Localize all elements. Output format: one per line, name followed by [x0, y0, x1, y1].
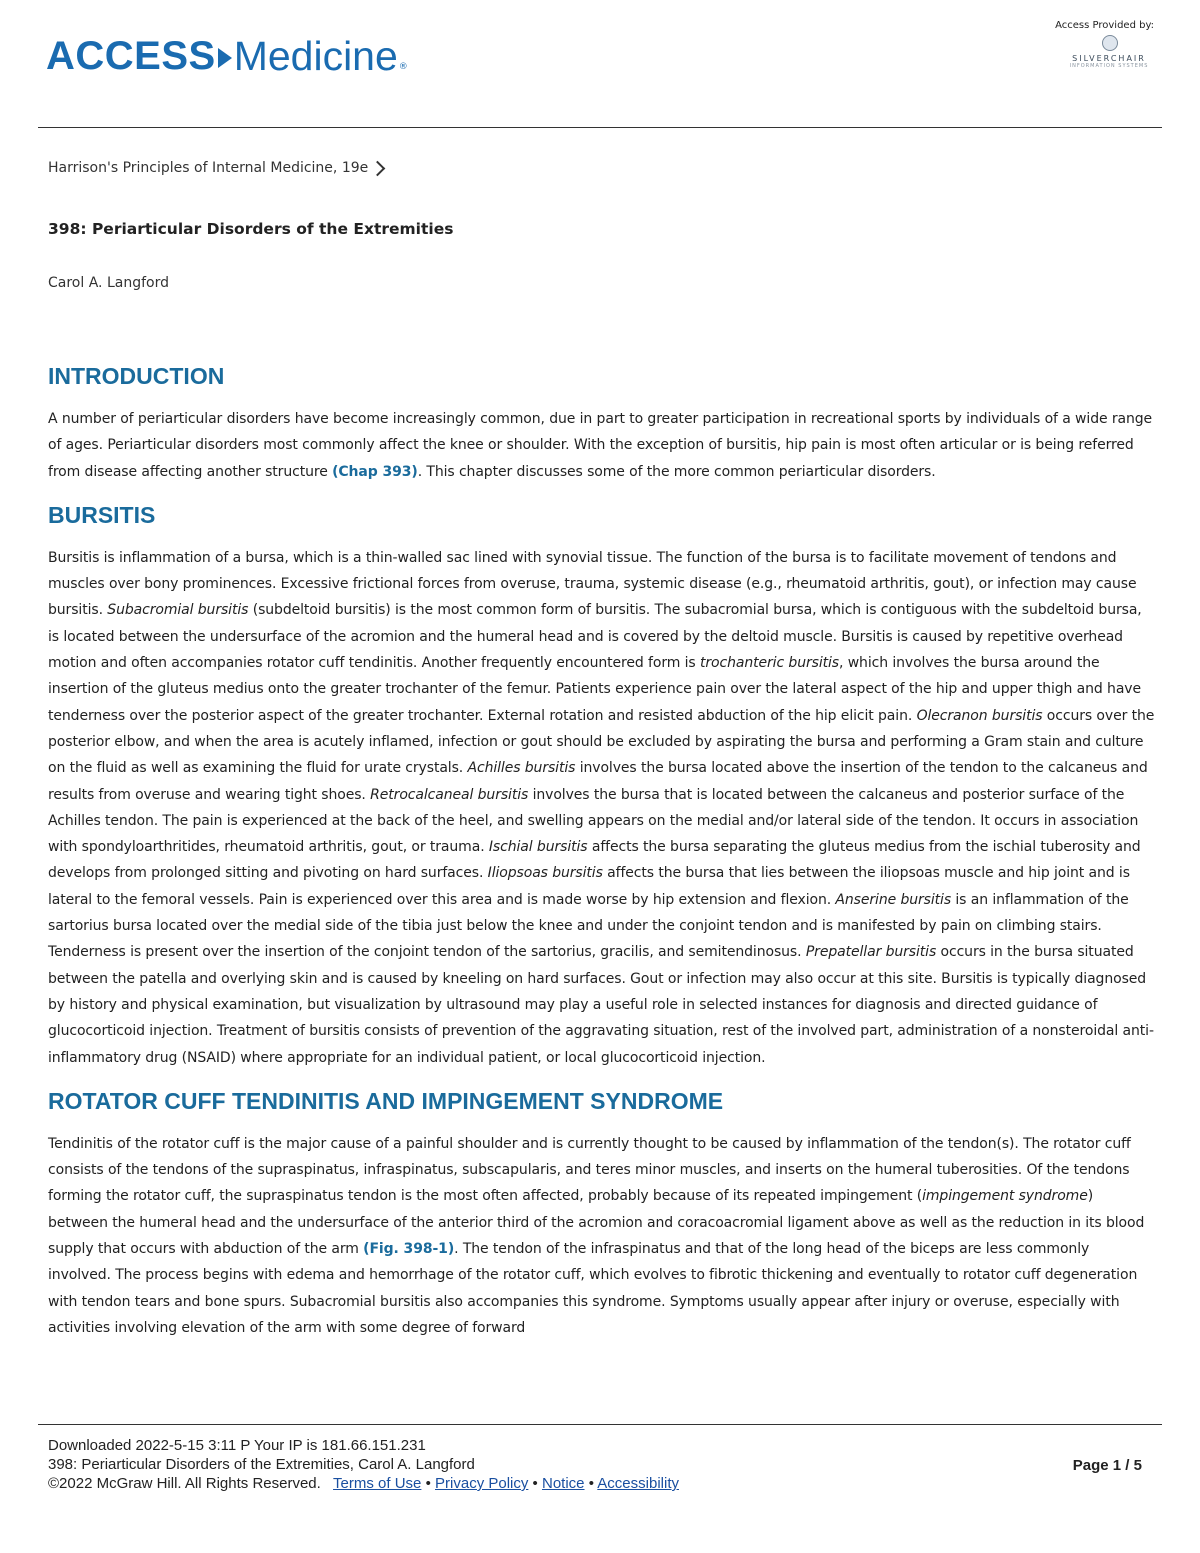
- rotator-text: ) between the humeral head and the undersurface of the anterior third of the acromion and coracoacromial ligament above as well as the reduction in its blood supply that occurs with abduction of the arm: [48, 1188, 1145, 1258]
- rotator-text: Tendinitis of the rotator cuff is the major cause of a painful shoulder and is currently thought to be caused by inflammation of the tendon(s). The rotator cuff consists of the tendons of the supraspinatus, infraspinatus, subscapularis, and teres minor muscles, and inserts on the humeral tuberosities. Of the tendons forming the rotator cuff, the supraspinatus tendon is the most often affected, probably because of its repeated impingement (: [48, 1135, 1131, 1205]
- bursitis-text: occurs over the posterior elbow, and when the area is acutely inflamed, infection or gout should be excluded by aspirating the bursa and performing a Gram stain and culture on the fluid as well as examining the fluid for urate crystals.: [48, 707, 1155, 777]
- bursitis-term: trochanteric bursitis: [699, 655, 839, 672]
- chapter-title: 398: Periarticular Disorders of the Extremities: [48, 220, 454, 238]
- download-info: Downloaded 2022-5-15 3:11 P Your IP is 181.66.151.231: [48, 1437, 426, 1454]
- section-heading-introduction: INTRODUCTION: [48, 363, 225, 389]
- page-number: Page 1 / 5: [1072, 1457, 1142, 1474]
- page-header: [0, 0, 1200, 128]
- provider-subtitle: INFORMATION SYSTEMS: [1069, 63, 1149, 69]
- bursitis-term: Iliopsoas bursitis: [487, 865, 603, 882]
- bursitis-paragraph: [48, 545, 1156, 1071]
- footer-separator: •: [588, 1475, 594, 1492]
- footer-legal: [48, 1474, 1152, 1493]
- footer-separator: •: [425, 1475, 431, 1492]
- provider-seal-icon: [1102, 35, 1118, 51]
- logo-trademark: ®: [398, 62, 408, 72]
- intro-text-1: A number of periarticular disorders have become increasingly common, due in part to greater participation in recreational sports by individuals of a wide range of ages. Periarticular disorders most commonly affect the knee or shoulder. With the exception of bursitis, hip pain is most often articular or is being referred from disease affecting another structure: [48, 411, 1153, 480]
- section-heading-bursitis: BURSITIS: [48, 501, 156, 528]
- chap-393-link[interactable]: (Chap 393): [332, 463, 418, 480]
- rotator-cuff-paragraph: [48, 1131, 1156, 1341]
- chapter-author: Carol A. Langford: [48, 275, 169, 291]
- fig-398-1-link[interactable]: (Fig. 398-1): [363, 1241, 455, 1258]
- breadcrumb-book-title[interactable]: Harrison's Principles of Internal Medicine, 19e: [48, 160, 369, 176]
- chapter-content: [48, 358, 1156, 1341]
- bursitis-term: Achilles bursitis: [467, 760, 576, 777]
- bursitis-text: affects the bursa that lies between the iliopsoas muscle and hip joint and is lateral to the femoral vessels. Pain is experienced over this area and is made worse by hip extension and flexion.: [48, 865, 1130, 908]
- provided-by-label: Access Provided by:: [1055, 20, 1154, 31]
- bursitis-text: , which involves the bursa around the insertion of the gluteus medius onto the greater trochanter of the femur. Patients experience pain over the lateral aspect of the hip and upper thigh and have tenderness over the posterior aspect of the greater trochanter. External rotation and resisted abduction of the hip elicit pain.: [48, 655, 1142, 724]
- copyright-text: ©2022 McGraw Hill. All Rights Reserved.: [48, 1475, 321, 1492]
- access-provider: [1024, 20, 1154, 69]
- section-heading-rotator-cuff: ROTATOR CUFF TENDINITIS AND IMPINGEMENT SYNDROME: [48, 1087, 724, 1114]
- page-footer: [48, 1436, 1152, 1493]
- provider-name: SILVERCHAIR: [1072, 54, 1146, 63]
- bursitis-text: occurs in the bursa situated between the patella and overlying skin and is caused by kneeling on hard surfaces. Gout or infection may also occur at this site. Bursitis is typically diagnosed by history and physical examination, but visualization by ultrasound may play a useful role in selected instances for diagnosis and directed guidance of glucocorticoid injection. Treatment of bursitis consists of prevention of the aggravating situation, rest of the involved part, administration of a nonsteroidal anti-inflammatory drug (NSAID) where appropriate for an individual patient, or local glucocorticoid injection.: [48, 944, 1154, 1066]
- chevron-right-icon: [370, 160, 386, 176]
- terms-of-use-link[interactable]: Terms of Use: [333, 1475, 422, 1492]
- bursitis-term: Ischial bursitis: [488, 839, 588, 856]
- privacy-policy-link[interactable]: Privacy Policy: [435, 1475, 529, 1492]
- bursitis-term: Anserine bursitis: [835, 891, 952, 908]
- header-divider: [38, 127, 1162, 128]
- intro-text-2: . This chapter discusses some of the more common periarticular disorders.: [417, 463, 936, 480]
- bursitis-text: is an inflammation of the sartorius bursa located over the medial side of the tibia just below the knee and under the conjoint tendon and is manifested by pain on climbing stairs. Tenderness is present over the insertion of the conjoint tendon of the sartorius, gracilis, and semitendinosus.: [48, 891, 1129, 961]
- accessmedicine-logo[interactable]: [46, 22, 408, 82]
- footer-citation: 398: Periarticular Disorders of the Extremities, Carol A. Langford: [48, 1456, 475, 1473]
- footer-separator: •: [532, 1475, 538, 1492]
- logo-medicine-text: Medicine: [233, 33, 398, 79]
- bursitis-term: Subacromial bursitis: [107, 602, 249, 619]
- bursitis-term: Retrocalcaneal bursitis: [370, 786, 529, 803]
- bursitis-term: Olecranon bursitis: [916, 707, 1043, 724]
- bursitis-text: involves the bursa located above the insertion of the tendon to the calcaneus and results from overuse and wearing tight shoes.: [48, 760, 1148, 803]
- notice-link[interactable]: Notice: [541, 1475, 585, 1492]
- rotator-term: impingement syndrome: [922, 1188, 1088, 1205]
- rotator-text: . The tendon of the infraspinatus and that of the long head of the biceps are less commonly involved. The process begins with edema and hemorrhage of the rotator cuff, which evolves to fibrotic thickening and eventually to rotator cuff degeneration with tendon tears and bone spurs. Subacromial bursitis also accompanies this syndrome. Symptoms usually appear after injury or overuse, especially with activities involving elevation of the arm with some degree of forward: [48, 1241, 1138, 1336]
- logo-access-text: ACCESS: [46, 34, 216, 78]
- bursitis-text: affects the bursa separating the gluteus medius from the ischial tuberosity and develops from prolonged sitting and pivoting on hard surfaces.: [48, 839, 1141, 882]
- bursitis-text: involves the bursa that is located between the calcaneus and posterior surface of the Achilles tendon. The pain is experienced at the back of the heel, and swelling appears on the medial and/or lateral side of the tendon. It occurs in association with spondyloarthritides, rheumatoid arthritis, gout, or trauma.: [48, 786, 1139, 856]
- logo-arrow-icon: [218, 48, 232, 68]
- footer-divider: [38, 1424, 1162, 1425]
- bursitis-text: Bursitis is inflammation of a bursa, which is a thin-walled sac lined with synovial tissue. The function of the bursa is to facilitate movement of tendons and muscles over bony prominences. Excessive frictional forces from overuse, trauma, systemic disease (e.g., rheumatoid arthritis, gout), or infection may cause bursitis.: [48, 549, 1137, 619]
- bursitis-text: (subdeltoid bursitis) is the most common form of bursitis. The subacromial bursa, which is contiguous with the subdeltoid bursa, is located between the undersurface of the acromion and the humeral head and is covered by the deltoid muscle. Bursitis is caused by repetitive overhead motion and often accompanies rotator cuff tendinitis. Another frequently encountered form is: [48, 602, 1142, 672]
- breadcrumb[interactable]: [48, 160, 383, 176]
- accessibility-link[interactable]: Accessibility: [597, 1475, 679, 1492]
- introduction-paragraph: [48, 406, 1156, 485]
- bursitis-term: Prepatellar bursitis: [805, 944, 937, 961]
